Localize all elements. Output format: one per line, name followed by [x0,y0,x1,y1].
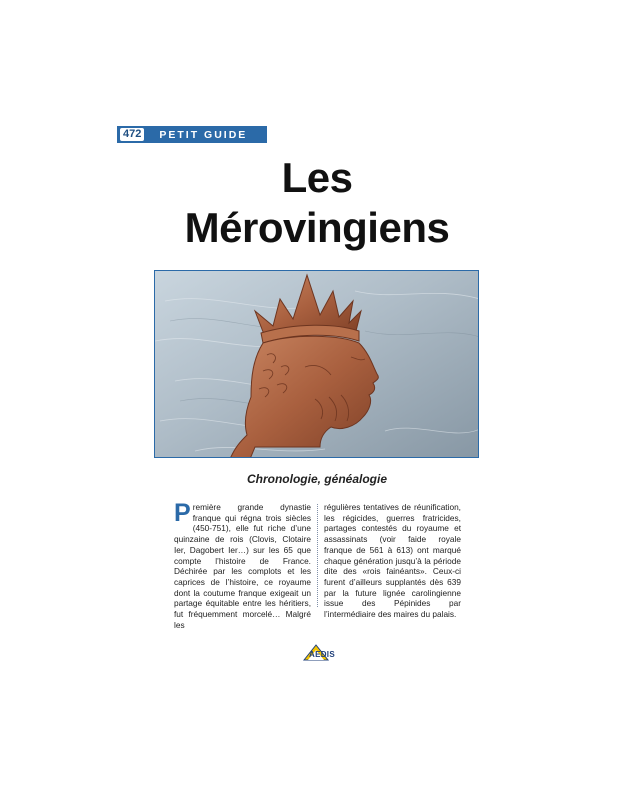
page-title-line-1: Les [281,154,353,201]
drop-cap: P [174,499,191,527]
series-banner [117,126,267,143]
cover-illustration [154,270,479,458]
series-name: PETIT GUIDE [159,128,248,141]
body-column-right [324,502,461,620]
crowned-king-profile-coin-icon [155,271,479,458]
body-column-left [174,499,311,630]
subtitle: Chronologie, généalogie [246,472,387,486]
publisher-logo-text: AEDIS [309,650,335,659]
body-text-right: régulières tentatives de réunification, les régicides, guerres fratricides, partages contestés du royaume et assassinats (voir faide royale franque de 561 à 613) ont marqué chaque génération jusqu’à la période dite des «rois fainéants». Ceux-ci furent d’ailleurs supplantés dès 639 par la future lignée carolingienne issue des Pépinides par l’intermédiaire des maires du palais. [324,502,461,620]
series-number: 472 [120,128,144,141]
body-text-left: remière grande dynastie franque qui régna trois siècles (450-751), elle fut riche d’une quinzaine de rois (Clovis, Clotaire Ier, Dagobert Ier…) sur les 65 que compte l’histoire de France. Déchirée par les complots et les caprices de l’histoire, ce royaume dont la coutume franque exigeait un partage équitable entre les héritiers, fut fréquemment morcelé… Malgré les [174,502,311,630]
column-divider [317,504,318,607]
page-title-line-2: Mérovingiens [184,204,450,251]
